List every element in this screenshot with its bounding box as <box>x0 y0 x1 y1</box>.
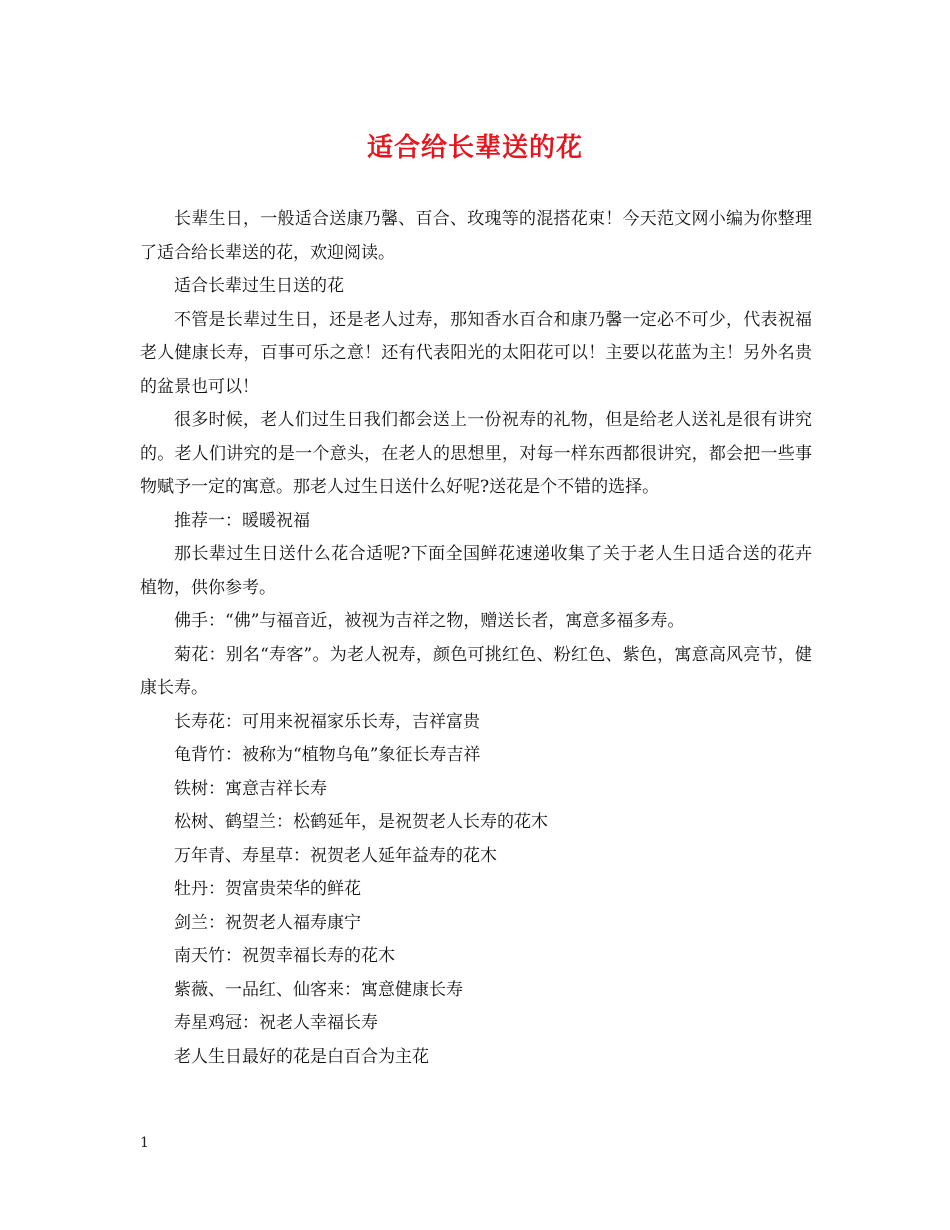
paragraph: 老人生日最好的花是白百合为主花 <box>174 1046 429 1067</box>
paragraph: 长辈生日，一般适合送康乃馨、百合、玫瑰等的混搭花束！今天范文网小编为你整理了适合给长辈送的花，欢迎阅读。 <box>140 209 812 263</box>
paragraph: 很多时候，老人们过生日我们都会送上一份祝寿的礼物，但是给老人送礼是很有讲究的。老人们讲究的是一个意头，在老人的思想里，对每一样东西都很讲究，都会把一些事物赋予一定的寓意。那老人过生日送什么好呢?送花是个不错的选择。 <box>140 410 812 497</box>
list-item: 剑兰：祝贺老人福寿康宁 <box>174 912 361 933</box>
list-item: 牡丹：贺富贵荣华的鲜花 <box>174 879 361 899</box>
document-body <box>140 203 812 1074</box>
list-item: 铁树：寓意吉祥长寿 <box>174 778 327 799</box>
paragraph: 那长辈过生日送什么花合适呢?下面全国鲜花速递收集了关于老人生日适合送的花卉植物，供你参考。 <box>140 544 812 598</box>
list-item: 龟背竹：被称为“植物乌龟”象征长寿吉祥 <box>174 745 481 765</box>
section-heading: 推荐一：暖暖祝福 <box>174 510 310 531</box>
list-item: 佛手：“佛”与福音近，被视为吉祥之物，赠送长者，寓意多福多寿。 <box>174 611 685 631</box>
section-heading: 适合长辈过生日送的花 <box>174 276 344 296</box>
list-item: 松树、鹤望兰：松鹤延年，是祝贺老人长寿的花木 <box>174 812 548 832</box>
document-title: 适合给长辈送的花 <box>366 133 583 163</box>
page-number: 1 <box>140 1135 149 1151</box>
list-item: 南天竹：祝贺幸福长寿的花木 <box>174 946 395 966</box>
list-item: 长寿花：可用来祝福家乐长寿，吉祥富贵 <box>174 711 480 732</box>
list-item: 菊花：别名“寿客”。为老人祝寿，颜色可挑红色、粉红色、紫色，寓意高风亮节，健康长寿。 <box>140 644 812 698</box>
list-item: 紫薇、一品红、仙客来：寓意健康长寿 <box>174 979 463 1000</box>
list-item: 万年青、寿星草：祝贺老人延年益寿的花木 <box>174 845 497 866</box>
paragraph: 不管是长辈过生日，还是老人过寿，那知香水百合和康乃馨一定必不可少，代表祝福老人健康长寿，百事可乐之意！还有代表阳光的太阳花可以！主要以花蓝为主！另外名贵的盆景也可以！ <box>140 309 812 397</box>
list-item: 寿星鸡冠：祝老人幸福长寿 <box>174 1013 378 1033</box>
